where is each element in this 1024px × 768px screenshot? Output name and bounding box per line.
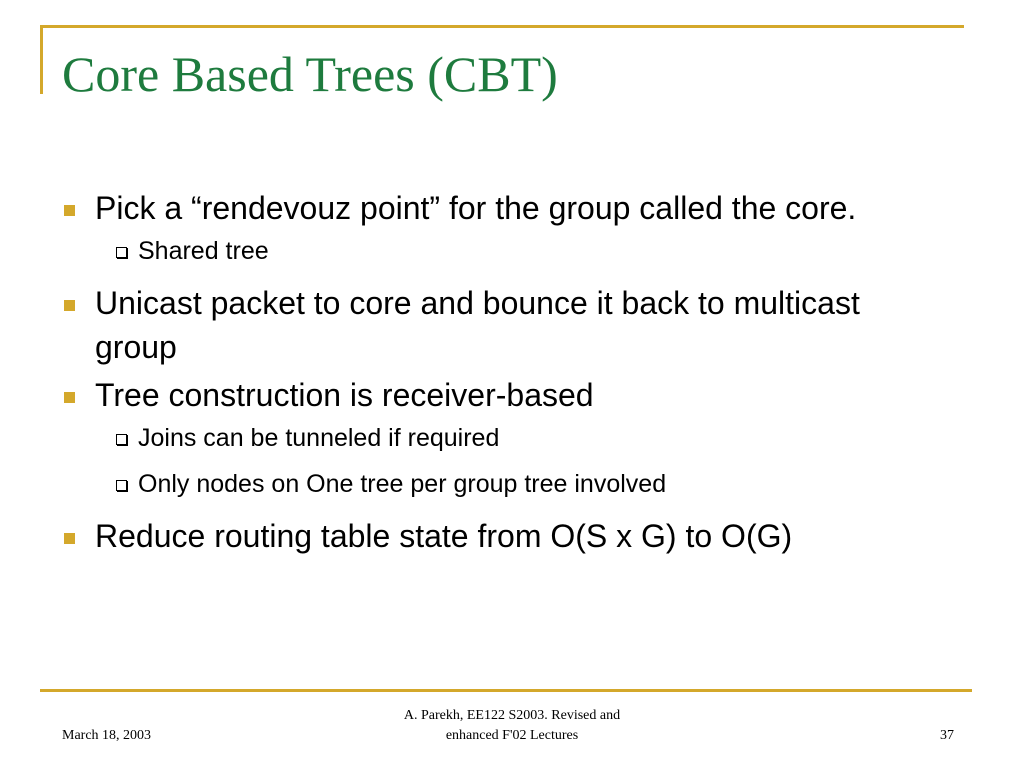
sub-bullet-item	[60, 467, 940, 501]
square-bullet-icon	[64, 205, 75, 216]
title-frame-top-line	[40, 25, 964, 28]
footer-credit-line-1: A. Parekh, EE122 S2003. Revised and	[403, 708, 621, 723]
sub-bullet-item	[60, 234, 940, 268]
bullet-text: Tree construction is receiver-based	[95, 377, 594, 413]
hollow-square-bullet-icon	[116, 247, 127, 258]
square-bullet-icon	[64, 533, 75, 544]
hollow-square-bullet-icon	[116, 480, 127, 491]
hollow-square-bullet-icon	[116, 434, 127, 445]
bullet-text: Unicast packet to core and bounce it back to multicast group	[95, 285, 860, 365]
footer-credit-line-2: enhanced F'02 Lectures	[445, 728, 579, 743]
footer-divider	[40, 689, 972, 692]
footer-credit	[332, 706, 692, 746]
square-bullet-icon	[64, 300, 75, 311]
bullet-item	[60, 373, 940, 417]
bullet-item	[60, 186, 940, 230]
sub-bullet-item	[60, 421, 940, 455]
sub-bullet-text: Only nodes on One tree per group tree involved	[138, 470, 667, 498]
bullet-item	[60, 281, 940, 369]
bullet-text: Pick a “rendevouz point” for the group called the core.	[95, 190, 857, 226]
sub-bullet-text: Shared tree	[138, 237, 269, 265]
sub-bullet-text: Joins can be tunneled if required	[138, 424, 500, 452]
square-bullet-icon	[64, 392, 75, 403]
footer-date: March 18, 2003	[62, 728, 152, 743]
title-frame-left-line	[40, 25, 43, 94]
page-number: 37	[940, 728, 954, 743]
slide-title: Core Based Trees (CBT)	[62, 46, 558, 102]
slide-body	[60, 186, 940, 562]
bullet-text: Reduce routing table state from O(S x G) to O(G)	[95, 518, 793, 554]
bullet-item	[60, 514, 940, 558]
